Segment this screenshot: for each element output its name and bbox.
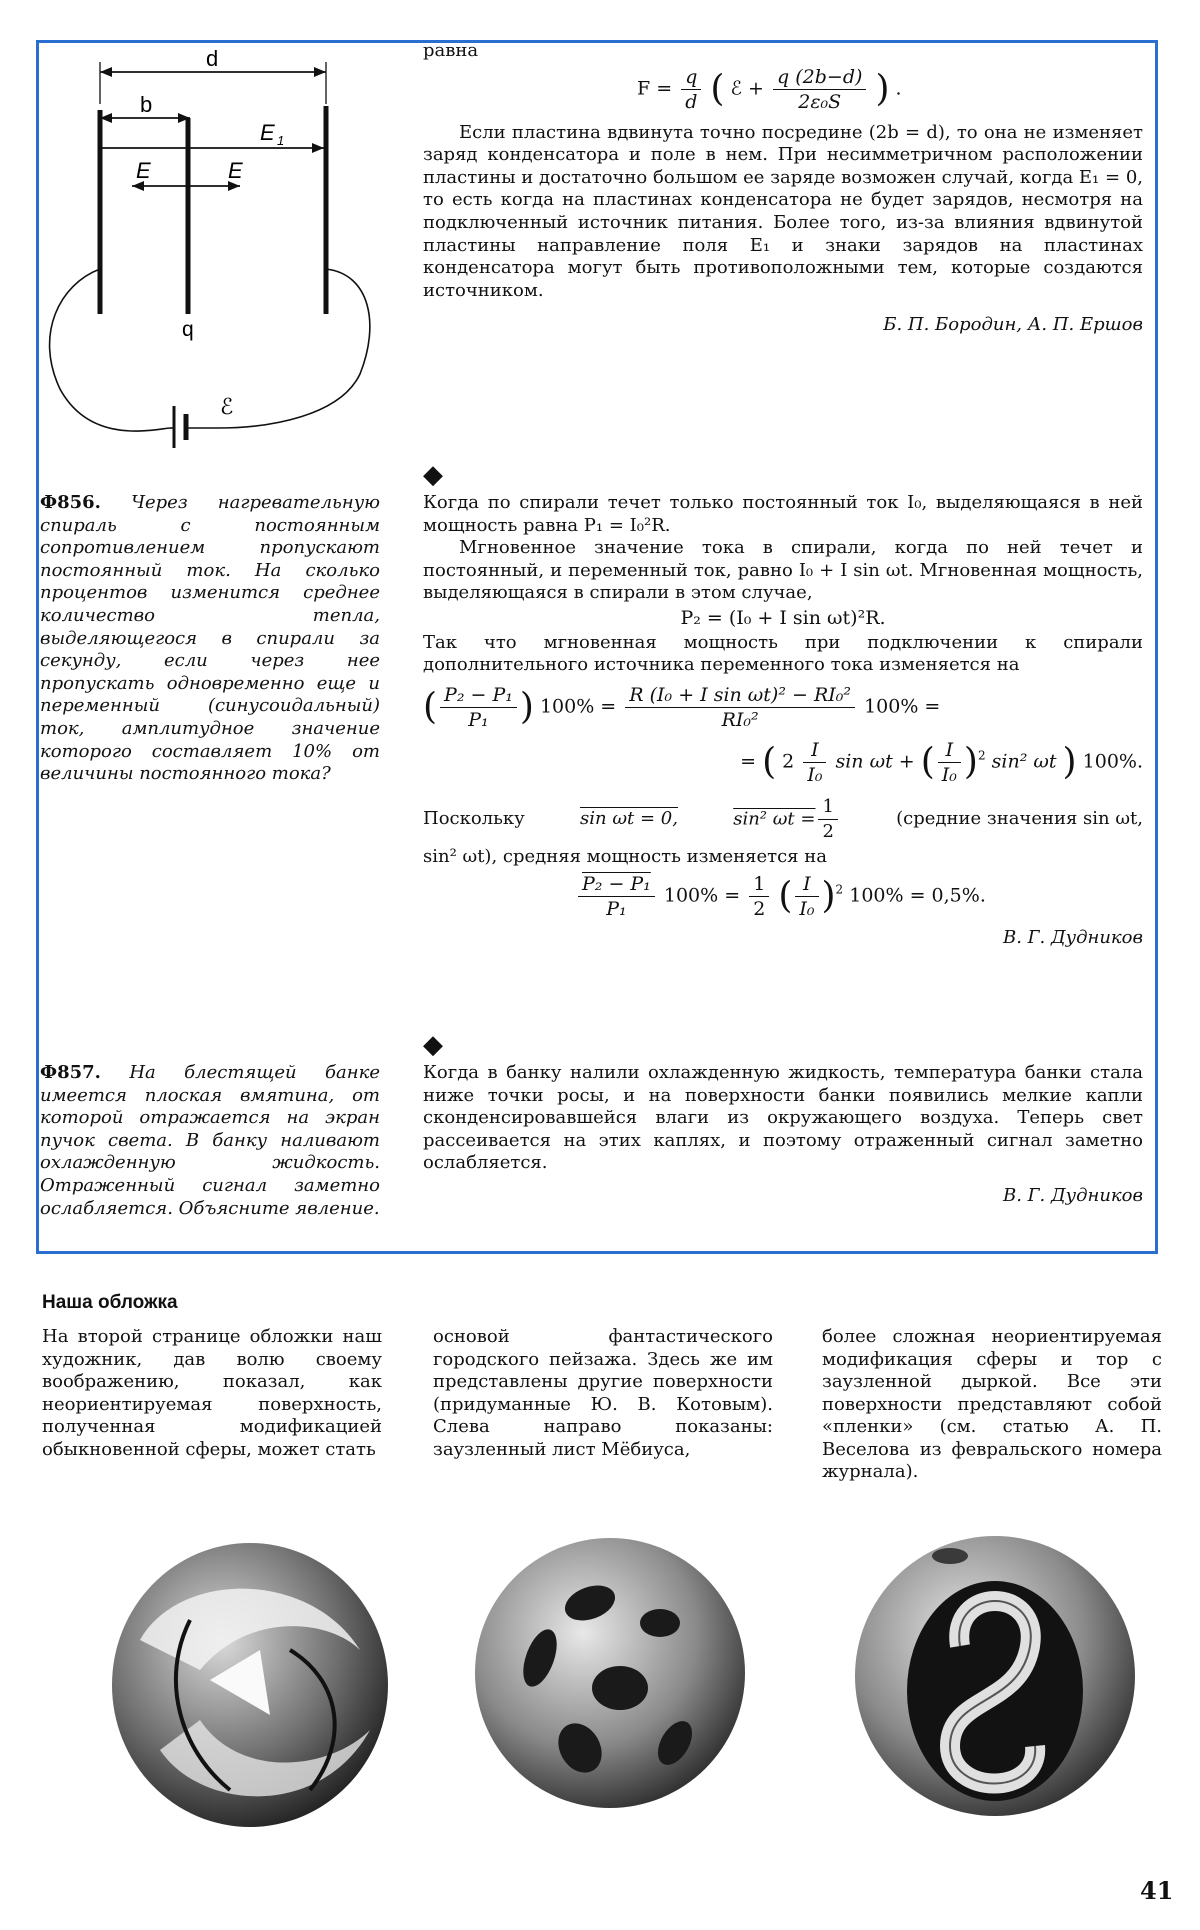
f2-I-2: I bbox=[938, 738, 961, 763]
cover-col-1: На второй странице обложки наш художник, дав волю своему воображению, показал, как неориентируемая поверхность, полученная модификацией обыкновенной сферы, может стать bbox=[42, 1326, 382, 1460]
label-E-right: E bbox=[228, 158, 243, 183]
frac-ratio bbox=[795, 872, 818, 921]
sol856-p5: sin² ωt), средняя мощность изменяется на bbox=[423, 845, 827, 867]
f3-half-num: 1 bbox=[749, 872, 769, 897]
formula-line-1: ( $\frac{\text{P₂ − P₁}}{\text{P₁}}$ ) 100% = $\frac{\text{R (I₀ + I sin ωt)² − RI₀²}}{\text{RI₀²}}$ 100% = bbox=[423, 683, 941, 731]
frac-avg bbox=[578, 872, 655, 921]
label-E1-sub: 1 bbox=[277, 133, 285, 148]
frac-i-i0-2 bbox=[938, 738, 961, 787]
task-857-text: На блестящей банке имеется плоская вмятина, от которой отражается на экран пучок света. В банку наливают охлажденную жидкость. Отраженный сигнал заметно ослабляется. Объясните явление. bbox=[40, 1062, 380, 1219]
frac-charge-num: q (2b−d) bbox=[773, 65, 866, 90]
task-856 bbox=[40, 492, 380, 786]
f3-result: 100% = 0,5%. bbox=[849, 884, 986, 907]
f2-I: I bbox=[803, 738, 826, 763]
label-E-left: E bbox=[136, 158, 151, 183]
f3-half-den: 2 bbox=[753, 898, 766, 921]
f2-sq: 2 bbox=[977, 748, 986, 763]
f3-den: P₁ bbox=[606, 898, 627, 921]
prev-solution bbox=[423, 40, 1143, 337]
f3-pct: 100% = bbox=[663, 884, 741, 907]
knotted-mobius-illustration bbox=[100, 1530, 400, 1840]
formula-line-2: = ( 2 $\frac{I}{\text{I₀}}$ sin ωt + ( $\frac{I}{\text{I₀}}$ )$^2$ sin² ωt ) 100%. bbox=[740, 738, 1143, 786]
task-857 bbox=[40, 1062, 380, 1220]
f1-pct2: 100% = bbox=[864, 695, 941, 718]
sol856-p2: Мгновенное значение тока в спирали, когда по ней течет и постоянный, и переменный ток, равно I₀ + I sin ωt. Мгновенная мощность, выделяющаяся в спирали в этом случае, bbox=[423, 537, 1143, 604]
frac-r bbox=[625, 683, 855, 732]
frac-half bbox=[818, 795, 837, 844]
f2-I0: I₀ bbox=[807, 763, 823, 786]
f2-eq: = bbox=[740, 750, 757, 773]
sol856-author: В. Г. Дудников bbox=[1002, 927, 1143, 949]
prev-author: Б. П. Бородин, А. П. Ершов bbox=[883, 314, 1143, 336]
sol856-p1: Когда по спирали течет только постоянный ток I₀, выделяющаяся в ней мощность равна P₁ = I₀²R. bbox=[423, 492, 1143, 536]
p4-start: Поскольку bbox=[423, 807, 525, 829]
diamond-icon: ◆ bbox=[423, 460, 443, 490]
half-num: 1 bbox=[818, 795, 837, 820]
label-E1: E bbox=[260, 120, 275, 145]
task-856-text: Через нагревательную спираль с постоянным сопротивлением пропускают постоянный ток. На сколько процентов изменится среднее количество тепла, выделяющегося в спирали за секунду, если через нее пропускать одновременно еще и переменный (синусоидальный) ток, амплитудное значение которого составляет 10% от величины постоянного тока? bbox=[40, 492, 380, 785]
p4-avg2: sin² ωt = bbox=[733, 808, 816, 830]
formula-line-3: $\frac{\text{P₂ − P₁}}{\text{P₁}}$ 100% = $\frac{1}{2}$ ( $\frac{I}{\text{I₀}}$ )$^2$ 100% = 0,5%. bbox=[575, 872, 1143, 921]
formula-P2: P₂ = (I₀ + I sin ωt)²R. bbox=[680, 606, 886, 629]
capacitor-diagram bbox=[40, 44, 400, 454]
frac-charge-den: 2ε₀S bbox=[798, 90, 842, 113]
solution-857 bbox=[423, 1032, 1143, 1208]
label-d: d bbox=[206, 46, 219, 71]
sphere-modification-illustration bbox=[470, 1528, 750, 1818]
f2-two: 2 bbox=[782, 750, 795, 773]
f2-sin2: sin² ωt bbox=[991, 750, 1057, 773]
frac-half-2 bbox=[749, 872, 769, 921]
f3-ratio-num: I bbox=[795, 872, 818, 897]
frac-charge bbox=[773, 65, 866, 114]
sol856-p3: Так что мгновенная мощность при подключении к спирали дополнительного источника переменного тока изменяется на bbox=[423, 631, 1143, 676]
half-den: 2 bbox=[822, 820, 834, 842]
f2-pct: 100%. bbox=[1082, 750, 1143, 773]
sol857-p1: Когда в банку налили охлажденную жидкость, температура банки стала ниже точки росы, и на поверхности банки появились мелкие капли сконденсировавшейся влаги из окружающего воздуха. Теперь свет рассеивается на этих каплях, и поэтому отраженный сигнал заметно ослабляется. bbox=[423, 1062, 1143, 1174]
label-emf: ℰ bbox=[220, 395, 234, 420]
sol857-author: В. Г. Дудников bbox=[1002, 1184, 1143, 1206]
f2-sin: sin ωt + bbox=[835, 750, 915, 773]
task-857-number: Ф857. bbox=[40, 1062, 101, 1083]
frac-dp-num: P₂ − P₁ bbox=[440, 683, 517, 708]
frac-r-num: R (I₀ + I sin ωt)² − RI₀² bbox=[625, 683, 855, 708]
formula-F: F = $\frac{q}{d}$ ( ℰ + $\frac{q (2b-d)}{\text{2ε₀S}}$ ) . bbox=[637, 65, 902, 113]
f2-I0-2: I₀ bbox=[941, 763, 957, 786]
cover-col-3: более сложная неориентируемая модификация сферы и тор с заузленной дыркой. Все эти поверхности представляют собой «пленки» (см. статью А. П. Веселова из февральского номера журнала). bbox=[822, 1326, 1162, 1482]
cover-col-2: основой фантастического городского пейзажа. Здесь же им представлены другие поверхности (придуманные Ю. В. Котовым). Слева направо показаны: заузленный лист Мёбиуса, bbox=[433, 1326, 773, 1460]
frac-dp-den: P₁ bbox=[468, 708, 489, 731]
label-b: b bbox=[140, 92, 153, 117]
page-number: 41 bbox=[1140, 1876, 1174, 1905]
prev-intro: равна bbox=[423, 40, 479, 61]
f1-pct: 100% = bbox=[539, 695, 617, 718]
frac-dp bbox=[440, 683, 517, 732]
frac-q: q bbox=[681, 65, 701, 90]
p4-end: (средние значения sin ωt, bbox=[896, 807, 1143, 829]
formula-emf: ℰ + bbox=[730, 77, 764, 100]
prev-paragraph: Если пластина вдвинута точно посредине (2b = d), то она не изменяет заряд конденсатора и поле в нем. При несимметричном расположении пластины и достаточно большом ее заряде возможен случай, когда E₁ = 0, то есть когда на пластинах конденсатора не будет зарядов, несмотря на подключенный источник питания. Более того, из-за влияния вдвинутой пластины направление поля E₁ и знаки зарядов на пластинах конденсатора могут быть противоположными тем, которые создаются источником. bbox=[423, 121, 1143, 301]
p4-avg1: sin ωt = 0, bbox=[580, 807, 678, 829]
f3-sq: 2 bbox=[835, 882, 844, 897]
frac-d: d bbox=[685, 90, 698, 113]
knotted-torus-illustration bbox=[850, 1526, 1140, 1826]
task-856-number: Ф856. bbox=[40, 492, 101, 513]
sol856-p4 bbox=[423, 795, 1143, 844]
frac-r-den: RI₀² bbox=[721, 708, 759, 731]
diamond-icon-2: ◆ bbox=[423, 1030, 443, 1060]
label-q: q bbox=[182, 318, 194, 341]
frac-q-d bbox=[681, 65, 701, 114]
solution-856 bbox=[423, 462, 1143, 950]
f3-num: P₂ − P₁ bbox=[578, 872, 655, 897]
cover-heading: Наша обложка bbox=[42, 1292, 178, 1313]
formula-F-label: F = bbox=[637, 77, 673, 100]
frac-i-i0 bbox=[803, 738, 826, 787]
f3-ratio-den: I₀ bbox=[799, 898, 815, 921]
